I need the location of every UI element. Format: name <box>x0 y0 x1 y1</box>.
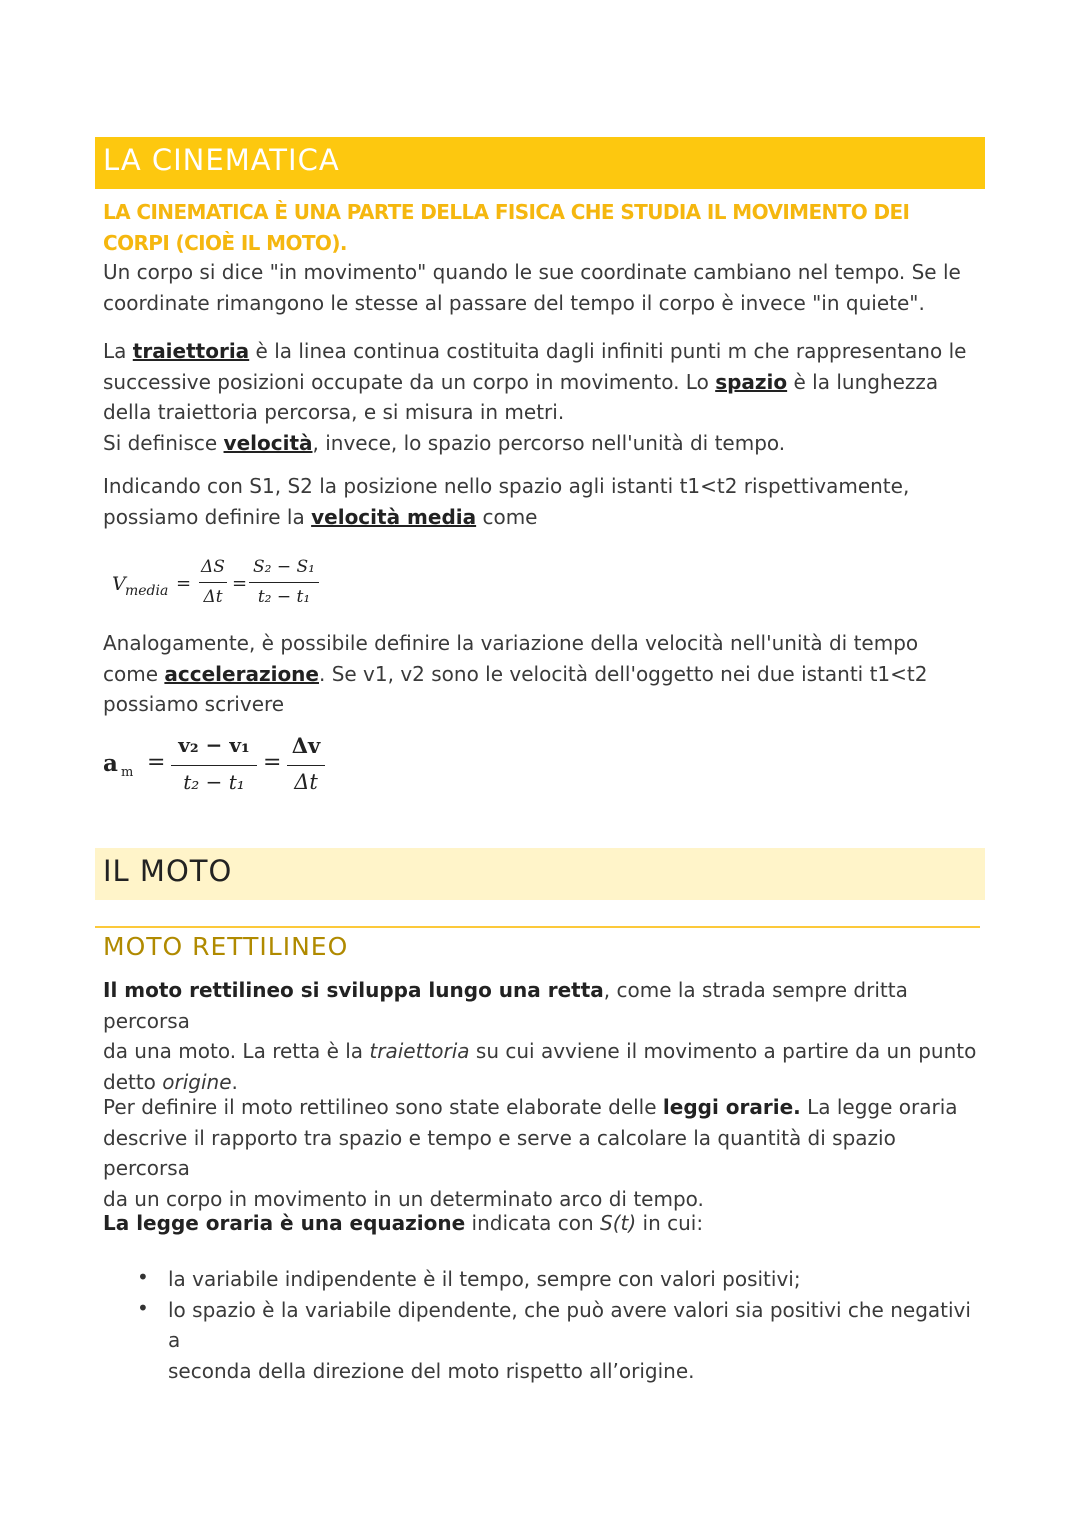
paragraph-traiettoria <box>103 336 983 458</box>
formula-accelerazione-media <box>103 730 343 805</box>
text-line: della traiettoria percorsa, e si misura in metri. <box>103 400 565 424</box>
text-line: coordinate rimangono le stesse al passare del tempo il corpo è invece "in quiete". <box>103 290 925 315</box>
formula-denominator: t₂ − t₁ <box>257 587 311 607</box>
formula-equals: = <box>232 573 248 594</box>
fraction-bar <box>171 765 257 766</box>
fraction-bar <box>287 765 325 766</box>
formula-equals: = <box>263 750 282 775</box>
term-velocita-media: velocità media <box>311 504 477 529</box>
text-line: descrive il rapporto tra spazio e tempo e serve a calcolare la quantità di spazio percorsa <box>103 1125 896 1180</box>
term-spazio: spazio <box>715 369 788 394</box>
text-line: detto origine. <box>103 1069 238 1094</box>
formula-lhs-subscript: media <box>125 583 169 599</box>
text-line: Si definisce velocità, invece, lo spazio percorso nell'unità di tempo. <box>103 430 786 455</box>
list-item: la variabile indipendente è il tempo, sempre con valori positivi; <box>168 1267 801 1291</box>
text-line: La legge oraria è una equazione indicata con S(t) in cui: <box>103 1211 704 1235</box>
text-line: Analogamente, è possibile definire la variazione della velocità nell'unità di tempo <box>103 631 919 655</box>
paragraph-moto-rettilineo <box>103 975 983 1097</box>
formula-lhs: a <box>103 750 118 777</box>
paragraph-accelerazione <box>103 628 983 720</box>
term-traiettoria: traiettoria <box>132 339 250 363</box>
text-line: possiamo scrivere <box>103 692 285 716</box>
text-line: come accelerazione. Se v1, v2 sono le velocità dell'oggetto nei due istanti t1<t2 <box>103 661 928 686</box>
formula-equals: = <box>176 573 192 594</box>
formula-denominator: Δt <box>203 587 223 607</box>
term-accelerazione: accelerazione <box>164 661 319 686</box>
formula-lhs-subscript: m <box>121 765 134 780</box>
subsection-title: MOTO RETTILINEO <box>103 932 349 961</box>
text-line: possiamo definire la velocità media come <box>103 504 538 529</box>
text-line: Un corpo si dice "in movimento" quando le sue coordinate cambiano nel tempo. Se le <box>103 260 961 284</box>
paragraph-velocita-media <box>103 471 983 532</box>
bullet-list <box>168 1264 983 1386</box>
paragraph-leggi-orarie <box>103 1092 983 1214</box>
text-line: da un corpo in movimento in un determinato arco di tempo. <box>103 1186 704 1211</box>
bullet-icon: • <box>137 1296 149 1320</box>
formula-denominator: t₂ − t₁ <box>183 770 245 794</box>
bullet-icon: • <box>137 1265 149 1289</box>
section-title: LA CINEMATICA <box>103 143 340 177</box>
lead-paragraph <box>103 197 983 258</box>
text-line: successive posizioni occupate da un corpo in movimento. Lo spazio è la lunghezza <box>103 369 939 394</box>
heading-divider <box>95 926 980 928</box>
formula-numerator: v₂ − v₁ <box>178 733 250 757</box>
section-title: IL MOTO <box>103 854 233 888</box>
text-line: Indicando con S1, S2 la posizione nello spazio agli istanti t1<t2 rispettivamente, <box>103 474 910 498</box>
fraction-bar <box>249 582 319 583</box>
formula-numerator: Δv <box>291 733 321 758</box>
formula-numerator: ΔS <box>201 557 225 577</box>
text-line: da una moto. La retta è la traiettoria su cui avviene il movimento a partire da un punto <box>103 1039 977 1063</box>
formula-velocita-media <box>112 555 332 615</box>
list-item: seconda della direzione del moto rispetto all’origine. <box>168 1358 695 1383</box>
list-item: lo spazio è la variabile dipendente, che può avere valori sia positivi che negativi a <box>168 1297 971 1352</box>
term-velocita: velocità <box>223 430 313 455</box>
paragraph-movimento <box>103 257 983 318</box>
formula-numerator: S₂ − S₁ <box>253 557 315 577</box>
formula-lhs: V <box>112 573 126 595</box>
text-line: La traiettoria è la linea continua costituita dagli infiniti punti m che rappresentano le <box>103 339 967 363</box>
text-line: Il moto rettilineo si sviluppa lungo una retta, come la strada sempre dritta percorsa <box>103 978 908 1033</box>
formula-equals: = <box>147 750 166 775</box>
text-line: Per definire il moto rettilineo sono state elaborate delle leggi orarie. La legge oraria <box>103 1095 958 1119</box>
fraction-bar <box>199 582 227 583</box>
paragraph-legge-oraria <box>103 1208 983 1239</box>
formula-denominator: Δt <box>294 770 318 794</box>
lead-line: LA CINEMATICA È UNA PARTE DELLA FISICA CHE STUDIA IL MOVIMENTO DEI <box>103 200 910 224</box>
lead-line: CORPI (CIOÈ IL MOTO). <box>103 230 347 255</box>
